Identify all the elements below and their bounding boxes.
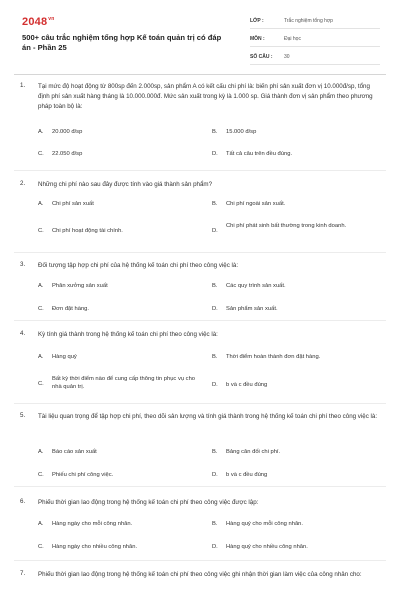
meta-value: Trắc nghiệm tổng hợp [284, 18, 333, 24]
question-divider [14, 560, 386, 561]
meta-count [250, 50, 380, 65]
question-text: Kỳ tính giá thành trong hệ thống kế toán chi phí theo công việc là: [38, 331, 218, 338]
question-number: 4. [20, 330, 26, 337]
question-text: Tài liệu quan trọng để tập hợp chi phí, theo dõi sản lượng và tính giá thành trong hệ thống kế toán chi phí theo công việc là: [38, 413, 378, 420]
option-c[interactable]: C. Bất kỳ thời điểm nào để cung cấp thông tin phục vụ cho nhà quản trị. [38, 376, 196, 390]
question-number: 3. [20, 261, 26, 268]
meta-value: Đại học [284, 36, 301, 42]
question-number: 1. [20, 82, 26, 89]
meta-value: 30 [284, 54, 290, 60]
meta-label: SỐ CÂU : [250, 54, 273, 60]
question-text: Những chi phí nào sau đây được tính vào giá thành sản phẩm? [38, 181, 213, 188]
question-text: Phiếu thời gian lao động trong hệ thống kế toán chi phí theo công việc ghi nhận thời gian làm việc của công nhân cho: [38, 571, 362, 578]
question-divider [14, 170, 386, 171]
question-text: Phiếu thời gian lao động trong hệ thống kế toán chi phí theo công việc được lập: [38, 499, 259, 506]
question-number: 5. [20, 412, 26, 419]
meta-label: LỚP : [250, 18, 264, 24]
question-divider [14, 403, 386, 404]
header [0, 0, 400, 72]
option-d[interactable]: D. Chi phí phát sinh bất thường trong kinh doanh. [212, 223, 347, 234]
header-divider [14, 74, 386, 75]
exam-meta [250, 14, 380, 68]
question-number: 7. [20, 570, 26, 577]
meta-class [250, 14, 380, 29]
question-number: 2. [20, 180, 26, 187]
exam-title: 500+ câu trắc nghiệm tổng hợp Kế toán quản trị có đáp án - Phần 25 [22, 33, 222, 52]
meta-label: MÔN : [250, 36, 265, 42]
question-divider [14, 320, 386, 321]
question-divider [14, 486, 386, 487]
site-logo[interactable]: $2048^{vn}$ [22, 16, 55, 28]
question-number: 6. [20, 498, 26, 505]
question-text: Tại mức độ hoạt động từ 800sp đến 2.000sp, sản phẩm A có kết cấu chi phí là: biến phí sản xuất đơn vị 10.000đ/sp, tổng định phí sản xuất hàng tháng là 10.000.000đ. Mức sản xuất trong kỳ là 1.000 sp. Giá thành đơn vị sản phẩm theo phương pháp toàn bộ là: [38, 83, 373, 110]
question-divider [14, 252, 386, 253]
question-text: Đối tượng tập hợp chi phí của hệ thống kế toán chi phí theo công việc là: [38, 262, 239, 269]
exam-page: $2048^{vn}$ 500+ câu trắc nghiệm tổng hợp Kế toán quản trị có đáp án - Phần 25 LỚP : Trắc nghiệm tổng hợp MÔN : Đại học SỐ CÂU : 30 1. Tại mức độ hoạt động từ 800sp đến 2.000sp, sản phẩm A có kết cấu chi phí là: biến phí sản xuất đơn vị 10.000đ/sp, tổng định phí sản xuất hàng tháng là 10.000.000đ. Mức sản xuất trong kỳ là 1.000 sp. Giá thành đơn vị sản phẩm theo phương pháp toàn bộ là: A. 20.000 đ/sp B. 15.000 đ/sp C. 22.050 đ/sp D. Tất cả câu trên đều đúng. 2. Những chi phí nào sau đây được tính vào giá thành sản phẩm? A. Chi phí sản xuất B. Chi phí ngoài sản xuất. C. Chi phí hoạt động tài chính. D. Chi phí phát sinh bất thường trong kinh doanh. 3. Đối tượng tập hợp chi phí của hệ thống kế toán chi phí theo công việc là: A. Phân xưởng sản xuất B. Các quy trình sản xuất. C. Đơn đặt hàng. D. Sản phẩm sản xuất. 4. Kỳ tính giá thành trong hệ thống kế toán chi phí theo công việc là: A. Hàng quý B. Thời điểm hoàn thành đơn đặt hàng. C. Bất kỳ thời điểm nào để cung cấp thông tin phục vụ cho nhà quản trị. D. b và c đều đúng 5. Tài liệu quan trọng để tập hợp chi phí, theo dõi sản lượng và tính giá thành trong hệ thống kế toán chi phí theo công việc là: A. Báo cáo sản xuất B. Bảng cân đối chi phí. C. Phiếu chi phí công việc. D. b và c đều đúng 6. Phiếu thời gian lao động trong hệ thống kế toán chi phí theo công việc được lập: A. Hàng ngày cho mỗi công nhân. B. Hàng quý cho mỗi công nhân. C. Hàng ngày cho nhiều công nhân. D. Hàng quý cho nhiều công nhân. 7. Phiếu thời gian lao động trong hệ thống kế toán chi phí theo công việc ghi nhận thời gian làm việc của công nhân cho: [0, 0, 400, 600]
meta-subject [250, 32, 380, 47]
